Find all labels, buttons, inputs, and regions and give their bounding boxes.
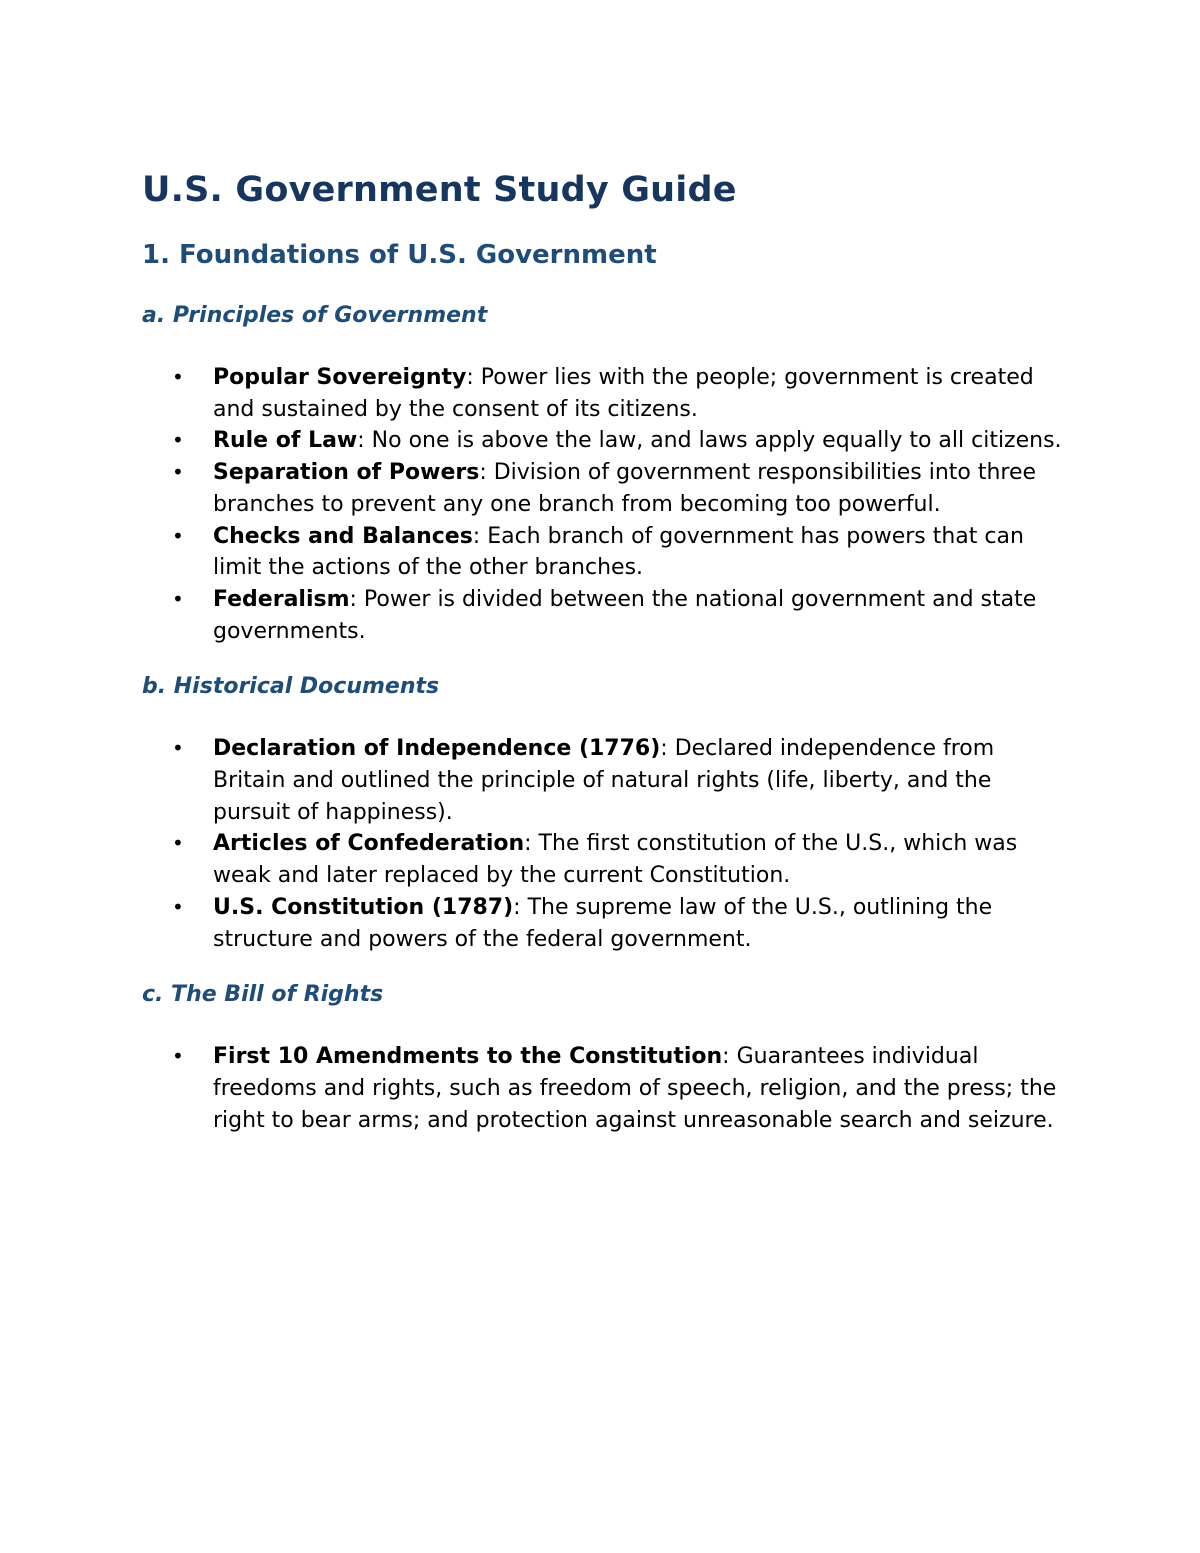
bullet-icon: •: [172, 586, 184, 611]
bullet-icon: •: [172, 365, 184, 389]
description: : The supreme law of the U.S., outlining the structure and powers of the federal government.: [213, 894, 993, 952]
list-item: [142, 362, 1062, 425]
list-item: [142, 584, 1062, 647]
term: Separation of Powers: [213, 460, 480, 486]
term: Rule of Law: [213, 428, 358, 454]
description: : No one is above the law, and laws apply equally to all citizens.: [357, 428, 1062, 454]
document-page: [142, 164, 1062, 1136]
list-item: [142, 425, 1062, 457]
description: : Power is divided between the national government and state governments.: [213, 586, 1037, 644]
list-item: [142, 892, 1062, 955]
description: : Guarantees individual freedoms and rights, such as freedom of speech, religion, and the press; the right to bear arms; and protection against unreasonable search and seizure.: [213, 1044, 1057, 1133]
bullet-icon: •: [172, 831, 184, 856]
term: Declaration of Independence (1776): [213, 736, 661, 762]
bullet-icon: •: [172, 428, 184, 453]
bullet-icon: •: [172, 1044, 184, 1069]
term: U.S. Constitution (1787): [213, 894, 514, 920]
subsection-title: a. Principles of Government: [142, 303, 488, 328]
bullet-icon: •: [172, 523, 184, 548]
bullet-list: [142, 733, 1062, 955]
bullet-icon: •: [172, 460, 184, 485]
list-item: [142, 457, 1062, 520]
term: First 10 Amendments to the Constitution: [213, 1044, 723, 1070]
bullet-list: [142, 1041, 1062, 1136]
bullet-icon: •: [172, 894, 184, 919]
subsection-title: c. The Bill of Rights: [142, 982, 384, 1008]
list-item: [142, 828, 1062, 891]
bullet-icon: •: [172, 736, 184, 761]
list-item: [142, 521, 1062, 584]
description: : Power lies with the people; government is created and sustained by the consent of its citizens.: [213, 365, 1034, 422]
term: Checks and Balances: [213, 523, 473, 549]
term: Articles of Confederation: [213, 831, 525, 857]
bullet-list: [142, 362, 1062, 647]
description: : The first constitution of the U.S., which was weak and later replaced by the current Constitution.: [213, 831, 1018, 889]
document-title: U.S. Government Study Guide: [142, 170, 737, 210]
term: Federalism: [213, 586, 350, 612]
subsection-title: b. Historical Documents: [142, 674, 440, 700]
list-item: [142, 733, 1062, 828]
description: : Each branch of government has powers that can limit the actions of the other branches.: [213, 523, 1024, 581]
description: : Division of government responsibilities into three branches to prevent any one branch from becoming too powerful.: [213, 460, 1037, 517]
term: Popular Sovereignty: [213, 365, 467, 390]
section-title: 1. Foundations of U.S. Government: [142, 240, 657, 270]
list-item: [142, 1041, 1062, 1136]
description: : Declared independence from Britain and outlined the principle of natural rights (life, liberty, and the pursuit of happiness).: [213, 736, 995, 825]
